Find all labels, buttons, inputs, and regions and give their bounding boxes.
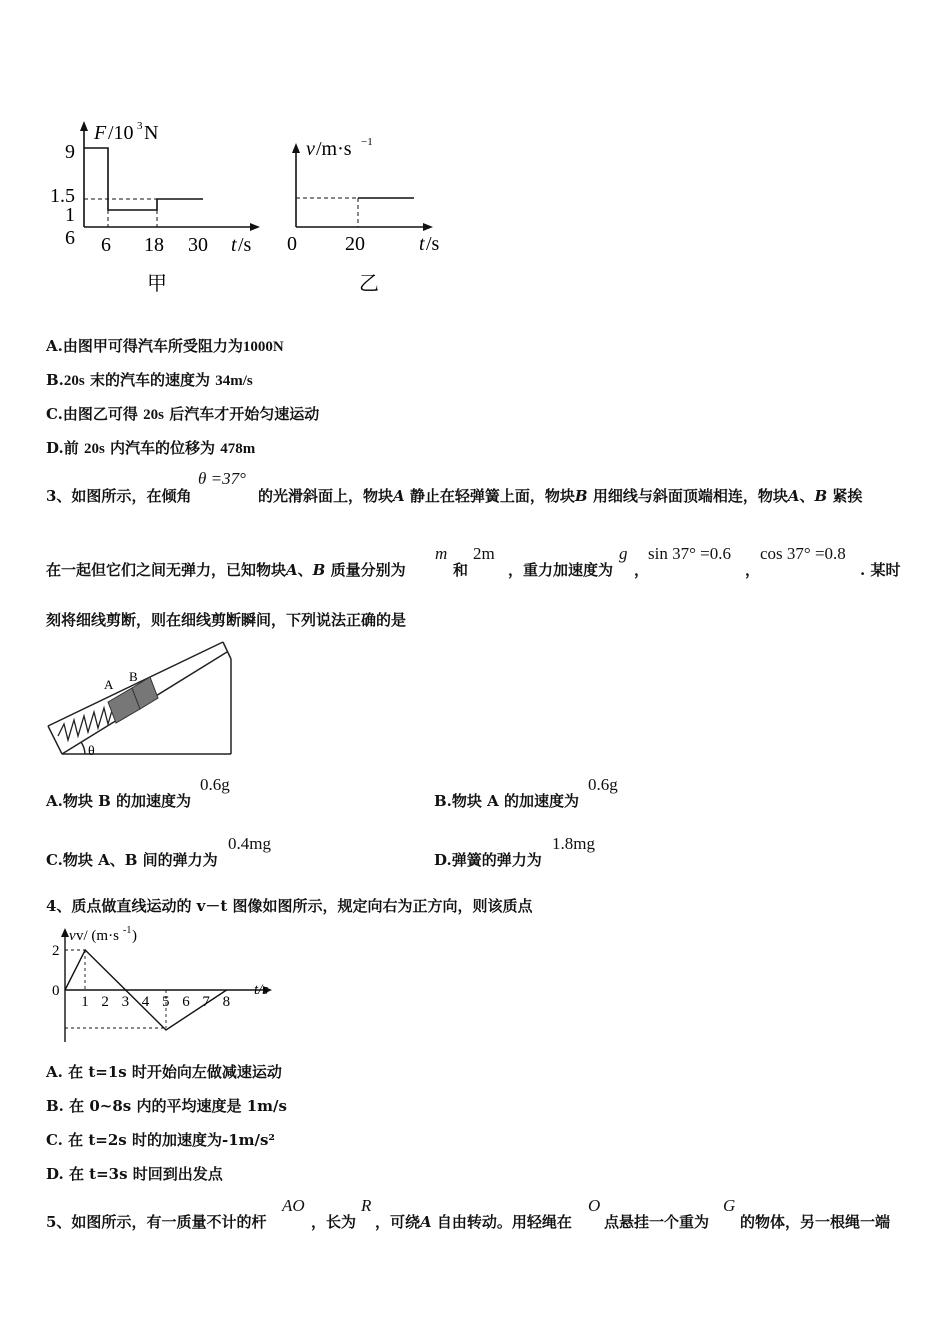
x-tick-0: 0 (287, 233, 297, 255)
q3-option-d-value: 1.8mg (552, 834, 595, 853)
x-axis-arrow (250, 223, 260, 231)
y-label-unit: /10 (108, 122, 134, 144)
spring (58, 704, 118, 740)
q4-option-b[interactable]: B. 在 0~8s 内的平均速度是 1m/s (46, 1097, 287, 1115)
q5-stem-a: 5、如图所示，有一质量不计的杆 (46, 1213, 267, 1231)
q3-option-b[interactable]: B.物块 A 的加速度为 (434, 792, 579, 810)
incline-top-edge (48, 642, 223, 726)
y-tick-1-5: 1.5 (50, 185, 75, 207)
q2-option-c[interactable]: C.由图乙可得 20s 后汽车才开始匀速运动 (46, 405, 320, 423)
y-tick-1: 1 (65, 204, 75, 226)
q3-g: g (619, 544, 628, 563)
q3-option-a-value: 0.6g (200, 775, 230, 794)
x-tick-3: 3 (121, 994, 130, 1010)
q3-stem-line3: 刻将细线剪断，则在细线剪断瞬间，下列说法正确的是 (46, 611, 407, 629)
q3-option-d[interactable]: D.弹簧的弹力为 (434, 851, 542, 869)
y-tick-6: 6 (65, 227, 75, 249)
q5-stem-c: ，可绕A 自由转动。用轻绳在 (375, 1213, 572, 1231)
x-tick-7: 7 (202, 994, 210, 1010)
y-axis-arrow (80, 121, 88, 131)
q2-option-a[interactable]: A.由图甲可得汽车所受阻力为1000N (46, 337, 284, 355)
q4-option-d[interactable]: D. 在 t=3s 时回到出发点 (46, 1165, 223, 1183)
y-label-exp: −1 (361, 136, 373, 148)
x-label-t: t (419, 233, 425, 255)
y-label-N: N (144, 122, 159, 144)
x-tick-6: 6 (101, 234, 111, 256)
y-tick-0: 0 (52, 983, 60, 999)
theta-arc (81, 742, 85, 754)
q3-theta: θ =37° (198, 469, 246, 488)
x-tick-4: 4 (141, 994, 150, 1010)
y-axis-arrow (292, 143, 300, 153)
q5-stem-e: 点悬挂一个重为 (604, 1213, 710, 1231)
x-tick-30: 30 (188, 234, 208, 256)
label-block-b: B (129, 669, 138, 684)
q3-option-c[interactable]: C.物块 A、B 间的弹力为 (46, 851, 218, 869)
q5-stem-b: ，长为 (311, 1213, 357, 1231)
force-segments (84, 148, 203, 210)
x-tick-18: 18 (144, 234, 164, 256)
q2-option-d[interactable]: D.前 20s 内汽车的位移为 478m (46, 439, 256, 457)
x-tick-20: 20 (345, 233, 365, 255)
q3-comma1: ， (634, 561, 650, 579)
label-theta: θ (88, 744, 95, 759)
x-label-t: t (231, 234, 237, 256)
x-label: t/s (254, 982, 269, 998)
q5-stem-f: 的物体，另一根绳一端 (740, 1213, 891, 1231)
q3-line2-end: . 某时 (860, 561, 901, 579)
q4-stem: 4、质点做直线运动的 v－t 图像如图所示，规定向右为正方向，则该质点 (46, 897, 533, 915)
y-label-v: v (306, 138, 315, 160)
q2-option-b[interactable]: B.20s 末的汽车的速度为 34m/s (46, 371, 253, 389)
q3-sin: sin 37° =0.6 (648, 544, 731, 563)
y-tick-9: 9 (65, 141, 75, 163)
y-label-exp: 3 (137, 120, 143, 132)
q3-option-a[interactable]: A.物块 B 的加速度为 (46, 792, 191, 810)
figure-jia-force-graph (40, 115, 270, 305)
x-tick-6: 6 (182, 994, 190, 1010)
figure-yi-velocity-graph (275, 125, 455, 305)
caption-jia: 甲 (147, 273, 167, 295)
q3-g-text: ，重力加速度为 (508, 561, 614, 579)
q4-option-c[interactable]: C. 在 t=2s 时的加速度为-1m/s² (46, 1131, 275, 1149)
x-tick-5: 5 (162, 994, 170, 1010)
label-block-a: A (104, 677, 114, 692)
caption-yi: 乙 (359, 273, 379, 295)
y-label-F: F (94, 122, 107, 144)
y-label-close: ) (132, 928, 137, 944)
q3-m: m (435, 544, 448, 563)
x-tick-8: 8 (222, 994, 231, 1010)
y-label: v/ (m·s (76, 928, 119, 944)
y-tick-2: 2 (52, 943, 60, 959)
x-tick-2: 2 (101, 994, 109, 1010)
y-label-v: v (69, 928, 76, 944)
q3-option-b-value: 0.6g (588, 775, 618, 794)
q3-stem-line1: 3、如图所示，在倾角 (46, 487, 192, 505)
q4-option-a[interactable]: A. 在 t=1s 时开始向左做减速运动 (46, 1063, 282, 1081)
x-tick-1: 1 (81, 994, 89, 1010)
q5-AO: AO (282, 1196, 305, 1215)
q3-option-c-value: 0.4mg (228, 834, 271, 853)
y-label-exp: -1 (123, 925, 132, 936)
figure-vt-graph[interactable] (40, 922, 285, 1047)
q3-stem-line1b: 的光滑斜面上，物块A 静止在轻弹簧上面，物块B 用细线与斜面顶端相连，物块A、B 紧挨 (258, 487, 863, 505)
q3-comma2: ， (745, 561, 761, 579)
q5-R: R (361, 1196, 372, 1215)
x-axis-arrow (423, 223, 433, 231)
x-label-unit: /s (426, 233, 440, 255)
q3-stem-line2: 在一起但它们之间无弹力，已知物块A、B 质量分别为 (46, 561, 406, 579)
x-label-unit: /s (238, 234, 252, 256)
figure-incline (40, 640, 240, 765)
q3-cos: cos 37° =0.8 (760, 544, 846, 563)
q5-G: G (723, 1196, 736, 1215)
y-label-unit: /m·s (316, 138, 352, 160)
q3-2m: 2m (473, 544, 495, 563)
q3-he: 和 (453, 561, 469, 579)
q5-O: O (588, 1196, 601, 1215)
